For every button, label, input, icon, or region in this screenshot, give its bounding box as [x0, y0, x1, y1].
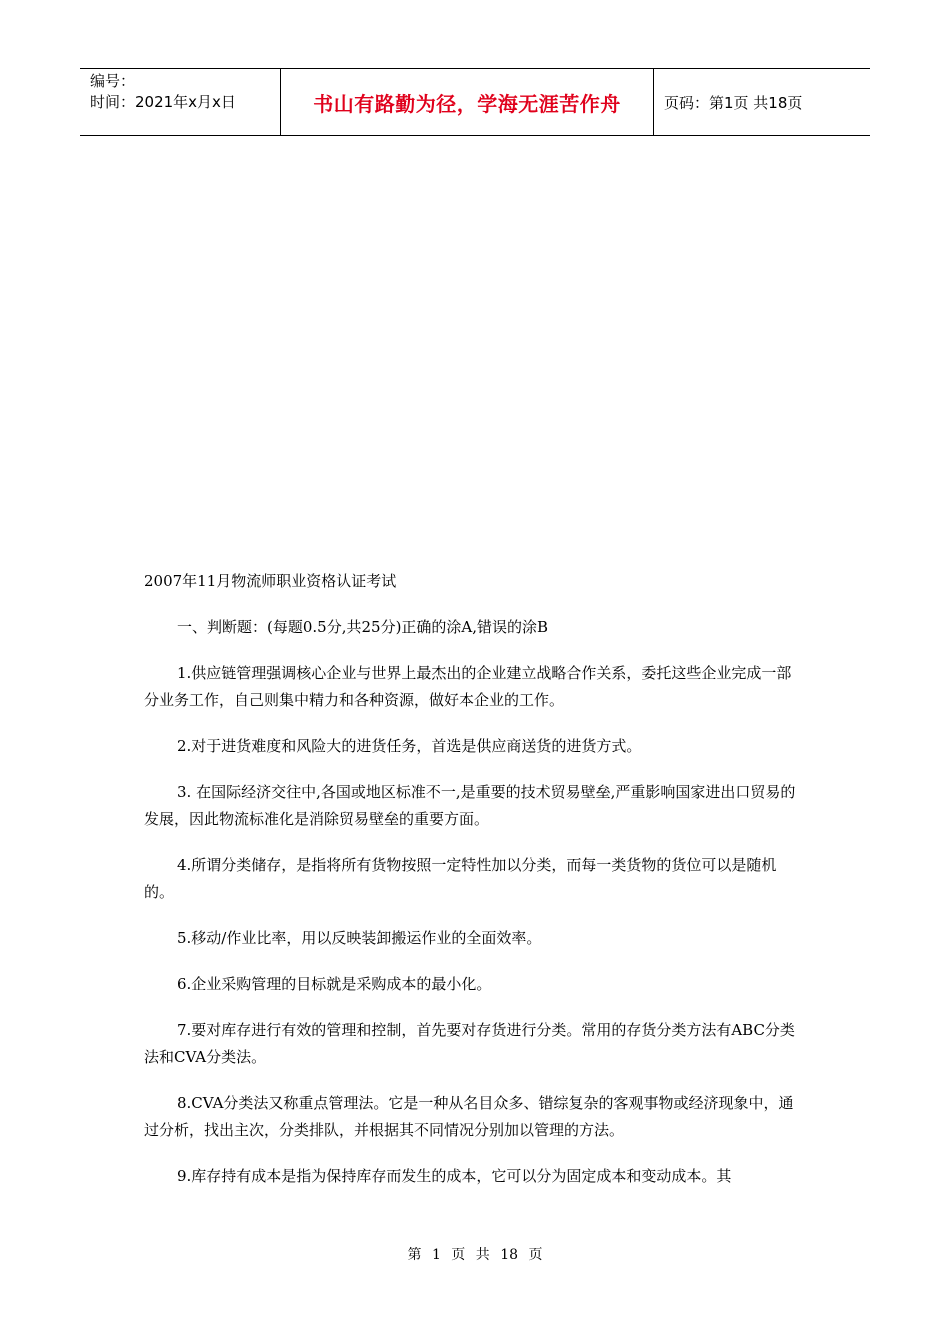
section-heading: 一、判断题：(每题0.5分,共25分)正确的涂A,错误的涂B: [177, 618, 549, 636]
question-item: 2.对于进货难度和风险大的进货任务，首选是供应商送货的进货方式。: [177, 737, 642, 755]
page-footer: 第 1 页 共 18 页: [407, 1247, 543, 1263]
question-item: 8.CVA分类法又称重点管理法。它是一种从名目众多、错综复杂的客观事物或经济现象中，通过分析，找出主次，分类排队，并根据其不同情况分别加以管理的方法。: [144, 1094, 794, 1139]
page-header: [80, 68, 870, 136]
document-title: 2007年11月物流师职业资格认证考试: [144, 572, 397, 590]
question-item: 4.所谓分类储存，是指将所有货物按照一定特性加以分类，而每一类货物的货位可以是随机的。: [144, 856, 777, 901]
number-label: 编号：: [90, 72, 136, 90]
document-body: [144, 568, 806, 1209]
question-item: 5.移动/作业比率，用以反映装卸搬运作业的全面效率。: [177, 929, 542, 947]
question-item: 6.企业采购管理的目标就是采购成本的最小化。: [177, 975, 492, 993]
header-motto: 书山有路勤为径，学海无涯苦作舟: [281, 69, 654, 135]
question-item: 1.供应链管理强调核心企业与世界上最杰出的企业建立战略合作关系，委托这些企业完成一部分业务工作，自己则集中精力和各种资源，做好本企业的工作。: [144, 664, 792, 709]
question-item: 7.要对库存进行有效的管理和控制，首先要对存货进行分类。常用的存货分类方法有ABC分类法和CVA分类法。: [144, 1021, 795, 1066]
time-label: 时间：2021年x月x日: [90, 93, 236, 111]
question-item: 9.库存持有成本是指为保持库存而发生的成本，它可以分为固定成本和变动成本。其: [177, 1167, 732, 1185]
header-page-info: 页码：第1页 共18页: [664, 93, 803, 112]
header-meta: [80, 69, 281, 135]
question-item: 3. 在国际经济交往中,各国或地区标准不一,是重要的技术贸易壁垒,严重影响国家进出口贸易的发展，因此物流标准化是消除贸易壁垒的重要方面。: [144, 783, 796, 828]
